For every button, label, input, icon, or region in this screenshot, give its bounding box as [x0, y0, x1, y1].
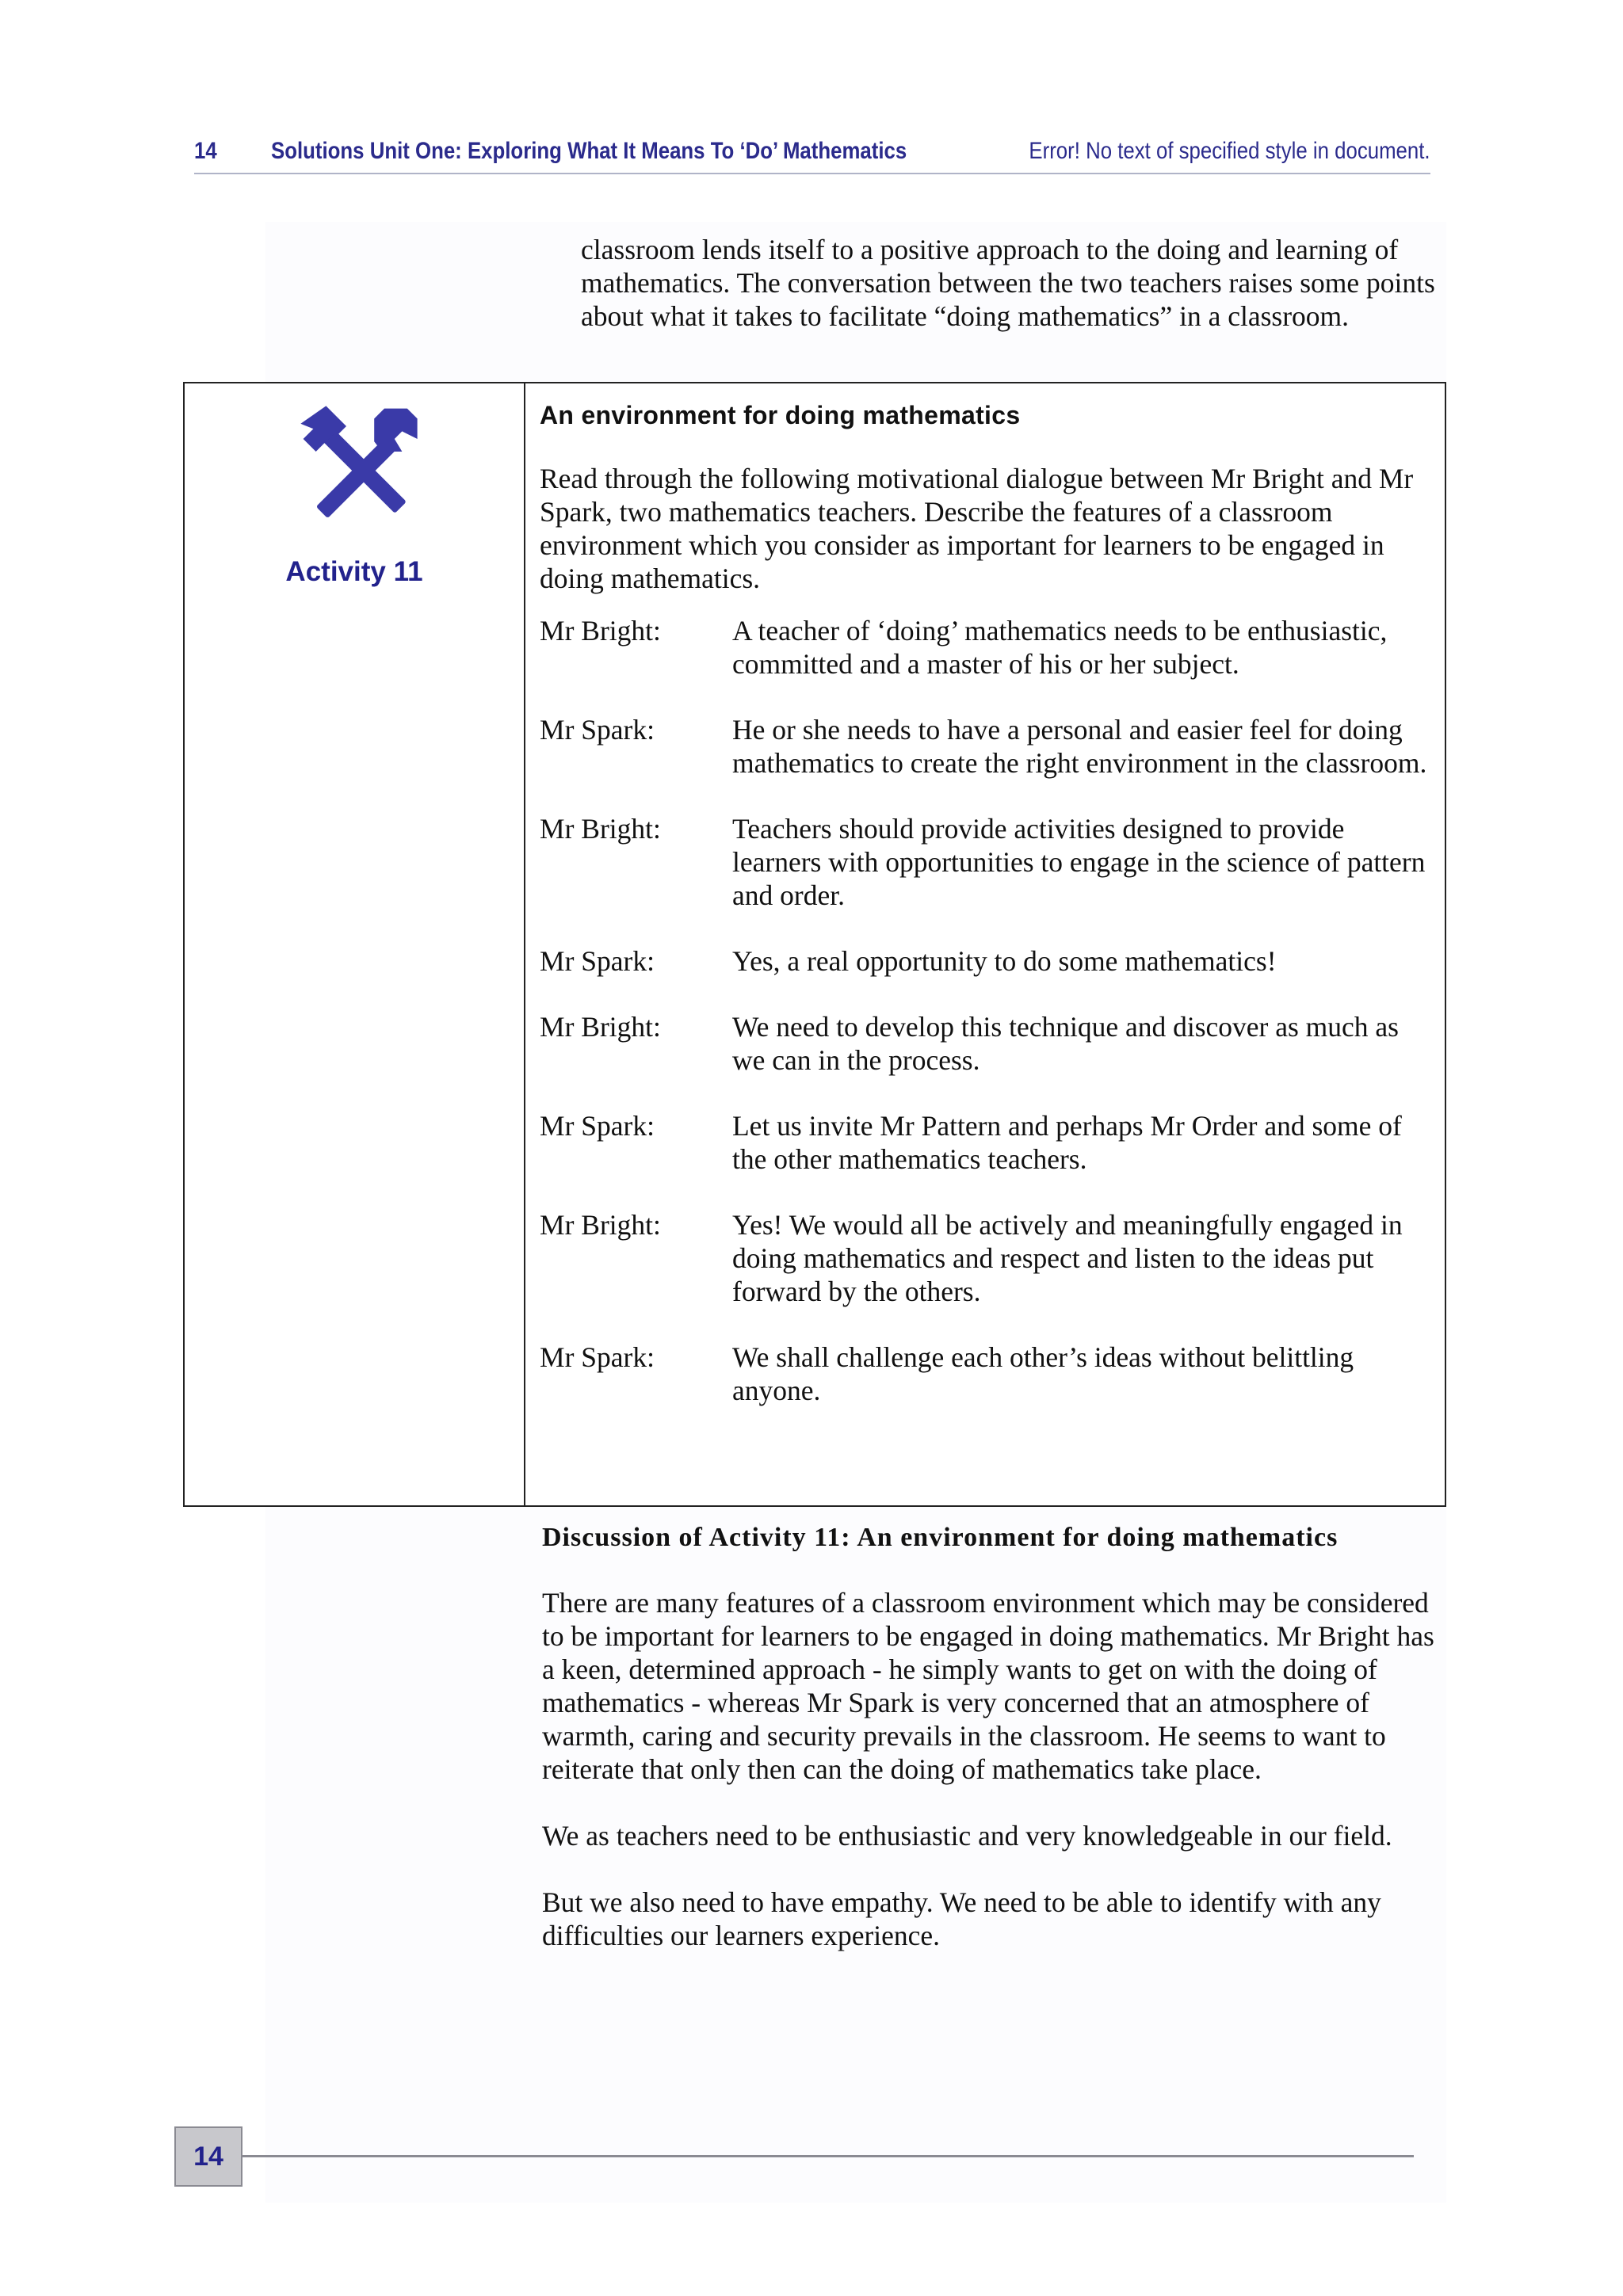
header-title: Solutions Unit One: Exploring What It Means To ‘Do’ Mathematics [271, 138, 907, 164]
dialogue-turn [540, 1341, 1435, 1407]
intro-paragraph: classroom lends itself to a positive approach to the doing and learning of mathematics. The conversation between the two teachers raises some points about what it takes to facilitate “doing mathematics” in a classroom. [581, 234, 1435, 332]
speaker: Mr Spark: [540, 714, 655, 746]
discussion-title: Discussion of Activity 11: An environment for doing mathematics [542, 1523, 1338, 1552]
footer-rule [242, 2155, 1414, 2157]
dialogue-turn [540, 1109, 1435, 1176]
dialogue-line: Yes! We would all be actively and meaningfully engaged in doing mathematics and respect and listen to the ideas put forward by the others. [732, 1209, 1403, 1307]
speaker: Mr Bright: [540, 1011, 661, 1043]
dialogue-turn [540, 713, 1435, 780]
dialogue-line: We shall challenge each other’s ideas without belittling anyone. [732, 1341, 1354, 1406]
dialogue-line: He or she needs to have a personal and easier feel for doing mathematics to create the right environment in the classroom. [732, 714, 1427, 779]
discussion-paragraph: We as teachers need to be enthusiastic and very knowledgeable in our field. [542, 1820, 1392, 1852]
speaker: Mr Spark: [540, 945, 655, 977]
activity-title: An environment for doing mathematics [540, 401, 1021, 429]
discussion-paragraph: There are many features of a classroom environment which may be considered to be important for learners to be engaged in doing mathematics. Mr Bright has a keen, determined approach - he simply wants to get on with the doing of mathematics - whereas Mr Spark is very concerned that an atmosphere of warmth, caring and security prevails in the classroom. He seems to want to reiterate that only then can the doing of mathematics take place. [542, 1587, 1434, 1785]
footer-page-number: 14 [174, 2126, 242, 2187]
header-error-text: Error! No text of specified style in document. [1029, 138, 1430, 164]
dialogue-turn [540, 1010, 1435, 1077]
dialogue-line: We need to develop this technique and discover as much as we can in the process. [732, 1011, 1399, 1076]
speaker: Mr Spark: [540, 1110, 655, 1142]
speaker: Mr Bright: [540, 1209, 661, 1241]
discussion-paragraph: But we also need to have empathy. We need to be able to identify with any difficulties our learners experience. [542, 1886, 1381, 1951]
dialogue-line: Let us invite Mr Pattern and perhaps Mr Order and some of the other mathematics teachers. [732, 1110, 1402, 1175]
activity-divider [524, 383, 525, 1505]
speaker: Mr Spark: [540, 1341, 655, 1373]
dialogue-line: Yes, a real opportunity to do some mathematics! [732, 945, 1277, 977]
dialogue [540, 614, 1435, 1407]
dialogue-line: A teacher of ‘doing’ mathematics needs to be enthusiastic, committed and a master of his or her subject. [732, 615, 1388, 680]
activity-box [183, 382, 1446, 1507]
dialogue-turn [540, 614, 1435, 681]
dialogue-turn [540, 944, 1435, 978]
tools-icon [296, 401, 422, 528]
activity-label: Activity 11 [285, 556, 423, 587]
activity-intro: Read through the following motivational dialogue between Mr Bright and Mr Spark, two mathematics teachers. Describe the features of a classroom environment which you consider as important for learners to be engaged in doing mathematics. [540, 463, 1414, 594]
dialogue-line: Teachers should provide activities designed to provide learners with opportunities to engage in the science of pattern and order. [732, 813, 1426, 911]
dialogue-turn [540, 812, 1435, 912]
running-header [194, 135, 1430, 174]
header-page-number: 14 [194, 138, 217, 164]
speaker: Mr Bright: [540, 813, 661, 845]
speaker: Mr Bright: [540, 615, 661, 646]
discussion-section [542, 1523, 1438, 1952]
dialogue-turn [540, 1208, 1435, 1308]
